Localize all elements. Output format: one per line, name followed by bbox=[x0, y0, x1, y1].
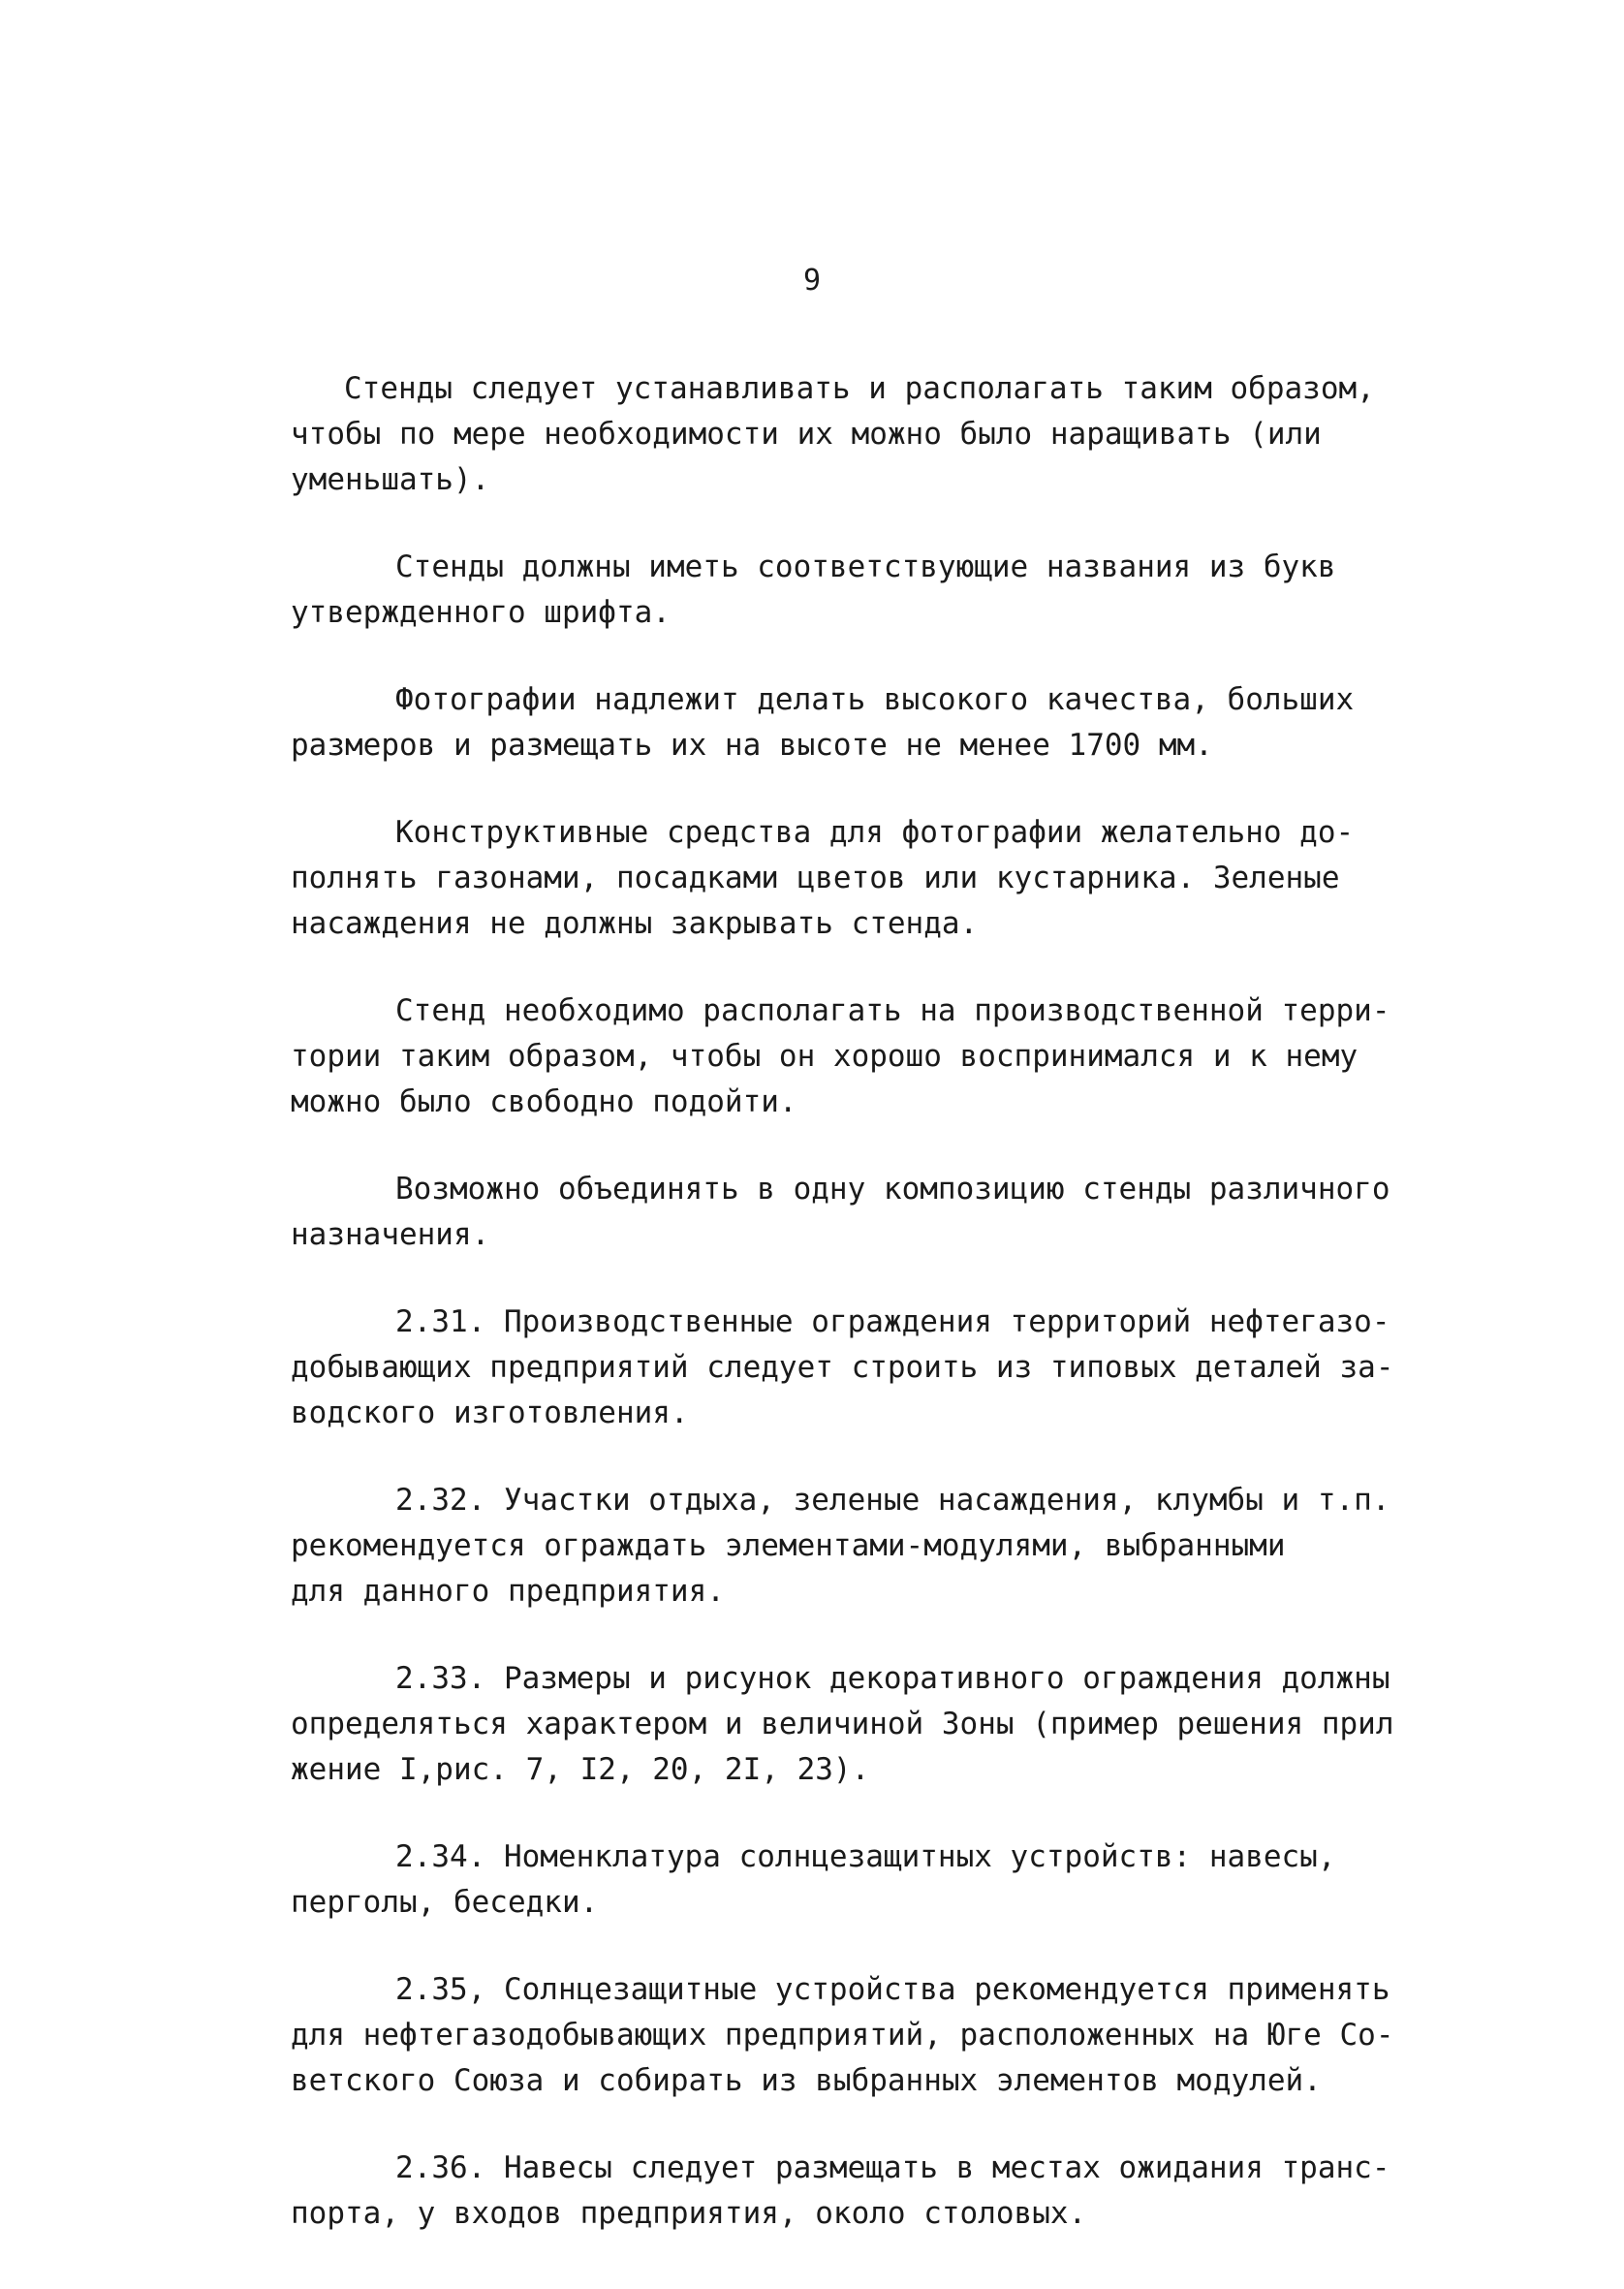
text-line: 2.36. Навесы следует размещать в местах ожидания транс- bbox=[395, 2150, 1390, 2185]
text-line: порта, у входов предприятия, около столовых. bbox=[291, 2196, 1087, 2231]
paragraph-section-2-33 bbox=[291, 1656, 1394, 1793]
text-line: Конструктивные средства для фотографии желательно до- bbox=[395, 815, 1355, 850]
text-line: Возможно объединять в одну композицию стенды различного bbox=[395, 1172, 1390, 1207]
text-line: определяться характером и величиной Зоны (пример решения прил bbox=[291, 1707, 1394, 1741]
text-line: 2.33. Размеры и рисунок декоративного ограждения должны bbox=[395, 1661, 1390, 1696]
page-number: 9 bbox=[802, 264, 822, 298]
text-line: для нефтегазодобывающих предприятий, расположенных на Юге Со- bbox=[291, 2018, 1394, 2053]
text-line: рекомендуется ограждать элементами-модулями, выбранными bbox=[291, 1528, 1286, 1563]
text-line: назначения. bbox=[291, 1217, 490, 1252]
paragraph-stands-titles bbox=[291, 545, 1366, 636]
paragraph-stand-location bbox=[291, 988, 1390, 1125]
text-line: добывающих предприятий следует строить из типовых деталей за- bbox=[291, 1350, 1394, 1385]
paragraph-stands-placement bbox=[291, 366, 1375, 503]
page-body bbox=[291, 366, 1394, 2278]
paragraph-composition bbox=[291, 1167, 1390, 1258]
text-line: уменьшать). bbox=[291, 462, 490, 497]
paragraph-construction-means bbox=[291, 810, 1366, 947]
text-line: Стенды должны иметь соответствующие названия из букв bbox=[395, 549, 1336, 584]
text-line: тории таким образом, чтобы он хорошо воспринимался и к нему bbox=[291, 1039, 1359, 1074]
text-line: жение I,рис. 7, I2, 20, 2I, 23). bbox=[291, 1752, 870, 1787]
text-line: 2.35, Солнцезащитные устройства рекомендуется применять bbox=[395, 1972, 1390, 2007]
text-line: Стенды следует устанавливать и располагать таким образом, bbox=[344, 371, 1375, 406]
text-line: Стенд необходимо располагать на производственной терри- bbox=[395, 993, 1390, 1028]
text-line: чтобы по мере необходимости их можно было наращивать (или bbox=[291, 417, 1322, 452]
paragraph-section-2-32 bbox=[291, 1478, 1390, 1615]
paragraph-section-2-31 bbox=[291, 1300, 1394, 1436]
paragraph-section-2-34 bbox=[291, 1834, 1366, 1926]
text-line: для данного предприятия. bbox=[291, 1574, 725, 1609]
text-line: утвержденного шрифта. bbox=[291, 595, 671, 630]
paragraph-section-2-35 bbox=[291, 1967, 1394, 2104]
text-line: полнять газонами, посадками цветов или кустарника. Зеленые bbox=[291, 861, 1340, 895]
text-line: ветского Союза и собирать из выбранных элементов модулей. bbox=[291, 2063, 1322, 2098]
text-line: 2.31. Производственные ограждения территорий нефтегазо- bbox=[395, 1304, 1390, 1339]
text-line: 2.34. Номенклатура солнцезащитных устройств: навесы, bbox=[395, 1839, 1336, 1874]
text-line: насаждения не должны закрывать стенда. bbox=[291, 906, 979, 941]
text-line: Фотографии надлежит делать высокого качества, больших bbox=[395, 682, 1355, 717]
text-line: 2.32. Участки отдыха, зеленые насаждения, клумбы и т.п. bbox=[395, 1483, 1390, 1518]
text-line: размеров и размещать их на высоте не менее 1700 мм. bbox=[291, 728, 1213, 763]
text-line: водского изготовления. bbox=[291, 1395, 689, 1430]
paragraph-section-2-36 bbox=[291, 2146, 1390, 2237]
paragraph-photographs bbox=[291, 677, 1366, 768]
text-line: можно было свободно подойти. bbox=[291, 1084, 797, 1119]
text-line: перголы, беседки. bbox=[291, 1885, 599, 1920]
